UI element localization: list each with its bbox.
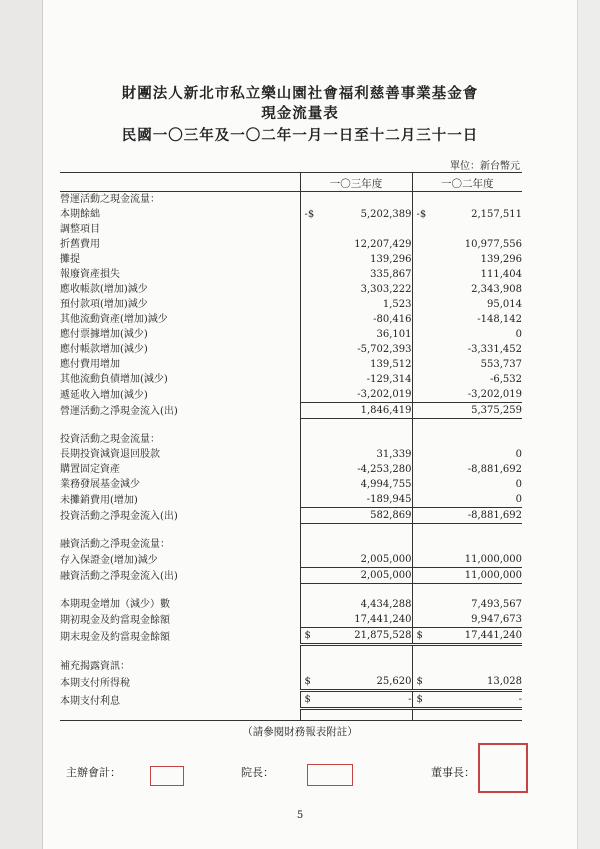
director-label: 院長： [241,766,274,779]
page-number: 5 [296,810,304,821]
period-title: 民國一〇三年及一〇二年一月一日至十二月三十一日 [121,127,479,144]
value-2013: -148,142 [412,312,522,327]
table-header-row [60,173,522,192]
value-2013: -3,202,019 [412,387,522,403]
row-label: 應付費用增加 [60,359,120,370]
currency-symbol: $ [416,676,423,687]
net-surplus-row [60,207,522,222]
row-label: 其他流動資產(增加)減少 [60,314,168,325]
inv-total-row [60,508,522,524]
value-2013: 11,000,000 [412,552,522,568]
value-2014: 139,296 [300,252,412,267]
amount: 17,441,240 [464,630,522,641]
value-2013: 139,296 [412,252,522,267]
value-2013: 10,977,556 [412,237,522,252]
row-label: 預付款項(增加)減少 [60,299,148,310]
row-label: 應付帳款增加(減少) [60,344,148,355]
value-2013: -$ 2,157,511 [412,207,522,222]
statement-title: 現金流量表 [261,105,339,122]
value-2014: 2,005,000 [300,552,412,568]
table-row [60,447,522,462]
accountant-label: 主辦會計： [66,766,121,779]
row-label: 應付票據增加(減少) [60,329,148,340]
value-2014: -189,945 [300,492,412,508]
amount: 5,202,389 [360,209,412,220]
header-2013: 一〇二年度 [412,173,522,192]
empty-cell [412,222,522,237]
value-2014: -80,416 [300,312,412,327]
table-row [60,252,522,267]
row-label: 其他流動負債增加(減少) [60,374,168,385]
table-row [60,342,522,357]
amount: 2,157,511 [471,209,522,220]
adjust-header [60,222,522,237]
row-label: 營運活動之淨現金流入(出) [60,405,178,417]
currency-symbol: $ [416,630,423,641]
spacer-row [60,524,522,538]
value-2014: 17,441,240 [300,612,412,628]
table-row [60,282,522,297]
empty-cell [300,192,412,208]
value-2014: 3,303,222 [300,282,412,297]
table-row [60,387,522,403]
header-label-cell [60,173,300,192]
value-2013: 95,014 [412,297,522,312]
spacer-row [60,584,522,598]
value-2014: -129,314 [300,372,412,387]
row-label: 融資活動之淨現金流入(出) [60,570,178,582]
interest-row [60,691,522,709]
chairman-label: 董事長： [431,766,475,779]
org-title: 財團法人新北市私立樂山園社會福利慈善事業基金會 [121,85,479,102]
chairman-seal-icon [478,743,528,793]
value-2014: 335,867 [300,267,412,282]
value-2014 [300,691,412,709]
row-label: 本期支付利息 [60,695,120,707]
table-row [60,357,522,372]
currency-symbol: $ [416,694,423,705]
row-label: 本期支付所得稅 [60,677,130,689]
empty-cell [412,432,522,447]
value-2014: -3,202,019 [300,387,412,403]
value-2013: 0 [412,492,522,508]
row-label: 期末現金及約當現金餘額 [60,631,170,643]
value-2013: 0 [412,447,522,462]
amount: - [408,694,412,705]
row-label: 業務發展基金減少 [60,479,140,490]
supp-section-header [60,659,522,674]
value-2014: -4,253,280 [300,462,412,477]
table-row [60,492,522,508]
row-label: 長期投資減資退回股款 [60,449,160,460]
value-2014: 12,207,429 [300,237,412,252]
header-2014: 一〇三年度 [300,173,412,192]
value-2013: 111,404 [412,267,522,282]
empty-cell [300,222,412,237]
inv-section-header [60,432,522,447]
cash-flow-table [60,172,522,721]
row-label: 調整項目 [60,224,100,235]
table-row [60,312,522,327]
amount: - [518,694,522,705]
ending-cash-row [60,628,522,645]
value-2013: 7,493,567 [412,597,522,612]
empty-cell [300,659,412,674]
fin-section-header [60,537,522,552]
section-label: 融資活動之淨現金流量： [60,539,170,550]
table-row [60,462,522,477]
currency-unit: 單位：新台幣元 [450,161,520,172]
amount: 21,875,528 [354,630,412,641]
value-2014: -$ 5,202,389 [300,207,412,222]
table-bottom-row [60,709,522,721]
value-2014 [300,674,412,691]
currency-symbol: $ [304,630,311,641]
value-2013: -8,881,692 [412,462,522,477]
notes-reference: （請參閱財務報表附註） [242,726,358,738]
accountant-seal-icon [150,766,184,786]
value-2014: 582,869 [300,508,412,524]
currency-symbol: $ [419,209,427,220]
row-label: 期初現金及約當現金餘額 [60,614,170,626]
table-row [60,372,522,387]
value-2013: 0 [412,477,522,492]
empty-cell [300,537,412,552]
table-row [60,237,522,252]
value-2013: 0 [412,327,522,342]
empty-cell [412,537,522,552]
table-row [60,477,522,492]
value-2013: 11,000,000 [412,568,522,584]
currency-symbol: $ [304,694,311,705]
amount: 13,028 [487,676,522,687]
value-2013: -6,532 [412,372,522,387]
value-2013: 553,737 [412,357,522,372]
row-label: 攤提 [60,254,80,265]
director-seal-icon [307,764,353,786]
value-2014: 36,101 [300,327,412,342]
section-label: 投資活動之現金流量： [60,434,160,445]
value-2014: 1,523 [300,297,412,312]
section-label: 營運活動之現金流量： [60,194,160,205]
fin-total-row [60,568,522,584]
value-2013 [412,691,522,709]
section-label: 補充揭露資訊： [60,661,130,672]
table-row [60,297,522,312]
row-label: 本期現金增加（減少）數 [60,599,170,610]
value-2014: 139,512 [300,357,412,372]
value-2014: 4,994,755 [300,477,412,492]
income-tax-row [60,674,522,691]
empty-cell [412,192,522,208]
beginning-cash-row [60,612,522,628]
value-2014: 2,005,000 [300,568,412,584]
value-2013: 2,343,908 [412,282,522,297]
row-label: 應收帳款(增加)減少 [60,284,148,295]
empty-cell [412,659,522,674]
row-label: 本期餘絀 [60,209,100,220]
value-2013: 5,375,259 [412,403,522,419]
cash-increase-row [60,597,522,612]
currency-symbol: $ [304,676,311,687]
row-label: 遞延收入增加(減少) [60,389,148,401]
value-2013: -3,331,452 [412,342,522,357]
value-2013 [412,628,522,645]
empty-cell [300,432,412,447]
table-row [60,327,522,342]
row-label: 購置固定資產 [60,464,120,475]
row-label: 投資活動之淨現金流入(出) [60,510,178,522]
spacer-row [60,419,522,433]
row-label: 折舊費用 [60,239,100,250]
op-total-row [60,403,522,419]
value-2014: -5,702,393 [300,342,412,357]
currency-symbol: $ [307,209,315,220]
value-2014: 31,339 [300,447,412,462]
row-label: 未攤銷費用(增加) [60,494,138,506]
value-2013: 9,947,673 [412,612,522,628]
row-label: 報廢資產損失 [60,269,120,280]
value-2013: -8,881,692 [412,508,522,524]
value-2014: 1,846,419 [300,403,412,419]
amount: 25,620 [376,676,412,687]
value-2014: 4,434,288 [300,597,412,612]
value-2014 [300,628,412,645]
op-section-header [60,192,522,208]
row-label: 存入保證金(增加)減少 [60,554,158,566]
table-row [60,552,522,568]
spacer-row [60,645,522,660]
table-row [60,267,522,282]
value-2013 [412,674,522,691]
